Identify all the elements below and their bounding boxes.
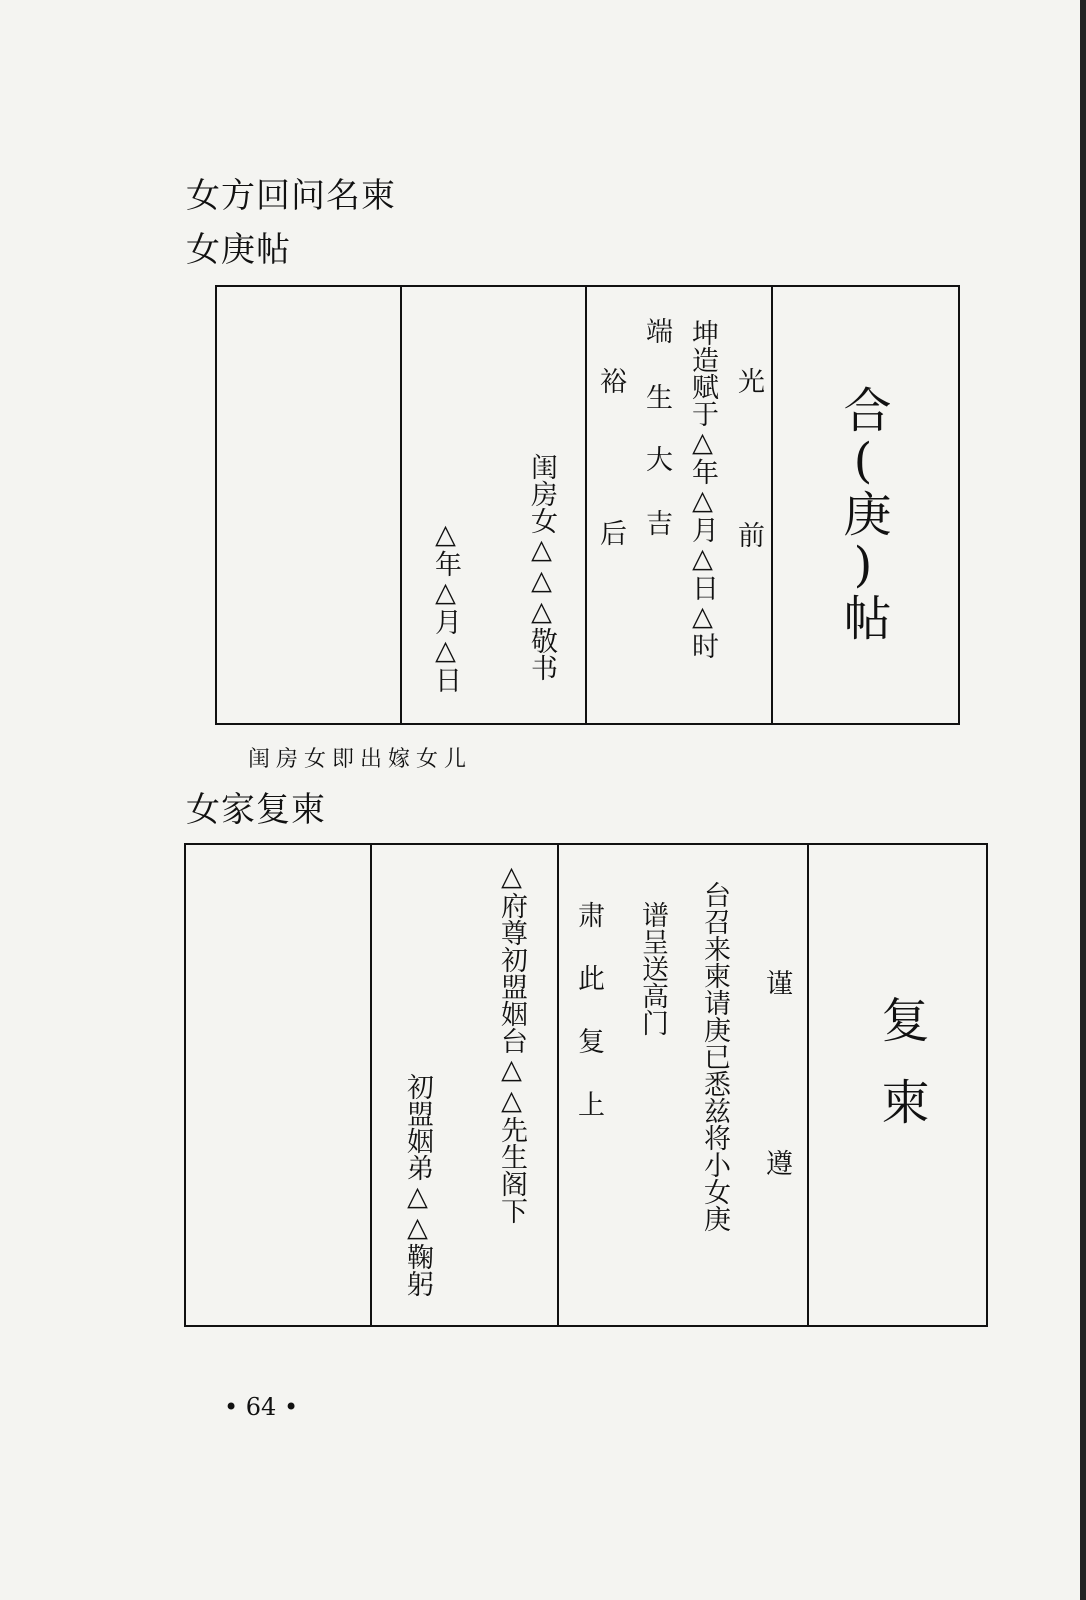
page-edge-shadow [1080, 0, 1086, 1600]
geng-tie-panel-blessing [587, 287, 773, 723]
geng-tie-panel-title [773, 287, 958, 723]
geng-tie-da: 大 [641, 445, 672, 472]
reply-panel-blank [186, 845, 372, 1325]
geng-tie-sheng: 生 [641, 383, 672, 410]
geng-tie-signer: 闺房女△△△敬书 [526, 453, 557, 681]
geng-tie-hou: 后 [595, 519, 626, 546]
geng-tie-kunzao: 坤造赋于△年△月△日△时 [687, 319, 718, 659]
geng-tie-panel-date [402, 287, 587, 723]
page-number: • 64 • [224, 1393, 299, 1421]
reply-heading: 女家复柬 [186, 790, 326, 830]
reply-panel-names [372, 845, 559, 1325]
reply-body1: 台召来柬请庚已悉兹将小女庚 [699, 881, 730, 1232]
geng-tie-title: 合(庚)帖 [835, 385, 891, 641]
footnote: 闺房女即出嫁女儿 [248, 747, 473, 772]
geng-tie-guang: 光 [733, 367, 764, 394]
geng-tie-yu: 裕 [595, 367, 626, 394]
geng-tie-qian: 前 [733, 521, 764, 548]
geng-tie-duan: 端 [641, 317, 672, 344]
geng-tie-card [215, 285, 960, 725]
sub-heading: 女庚帖 [186, 230, 291, 270]
geng-tie-ji: 吉 [641, 509, 672, 536]
reply-panel-body [559, 845, 809, 1325]
reply-jin: 谨 [761, 969, 792, 996]
reply-zun: 遵 [761, 1149, 792, 1176]
reply-closing: 肃此复上 [573, 901, 604, 1153]
reply-sender: 初盟姻弟△△鞠躬 [402, 1073, 433, 1297]
reply-title: 复柬 [873, 995, 929, 1159]
main-heading: 女方回问名柬 [186, 176, 396, 216]
geng-tie-panel-blank [217, 287, 402, 723]
reply-panel-title [809, 845, 986, 1325]
reply-card [184, 843, 988, 1327]
reply-body2: 谱呈送高门 [637, 901, 668, 1036]
reply-recipient: △府尊初盟姻台△△先生阁下 [496, 861, 527, 1224]
geng-tie-date: △年△月△日 [430, 519, 461, 693]
